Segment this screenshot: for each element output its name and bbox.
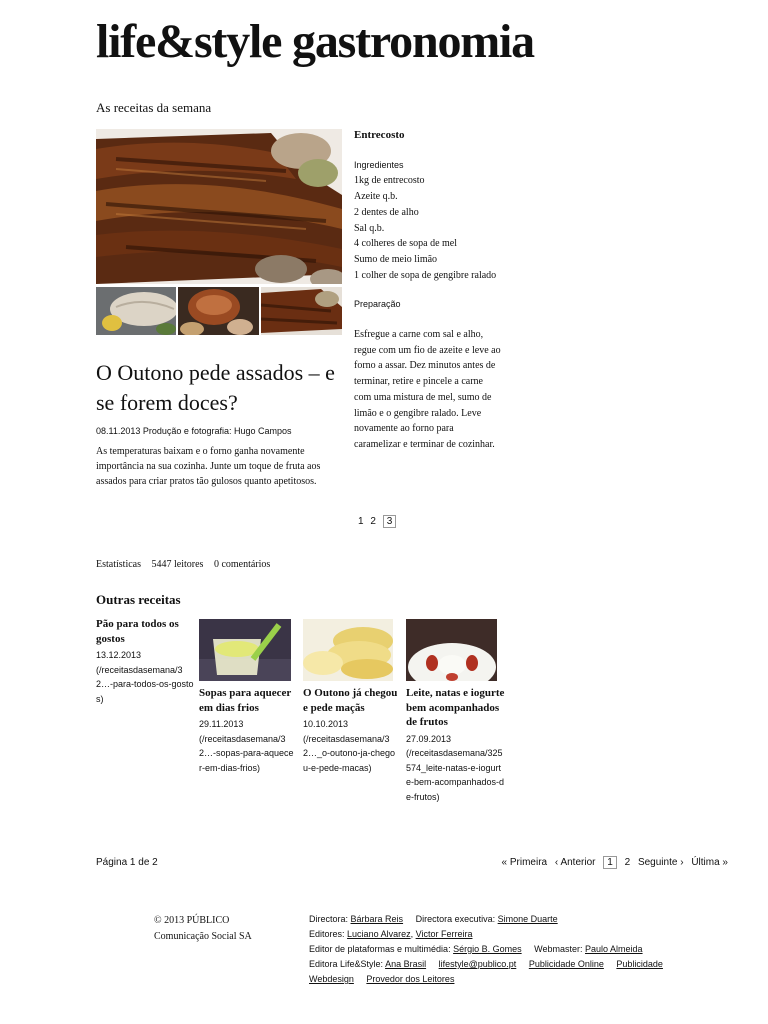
preparation-text: Esfregue a carne com sal e alho, regue com um fio de azeite e leve ao forno a assar. Dez minutos antes de terminar, retire e pincele a carne com uma mistura de mel, sumo de limão e o gengibre ralado. Leve novamente ao forno para caramelizar e terminar de cozinhar. — [354, 329, 501, 450]
editors-label: Editores: — [309, 929, 345, 939]
stats-bar — [96, 559, 278, 570]
stats-label[interactable]: Estatísticas — [96, 559, 141, 570]
card-title[interactable]: Pão para todos os gostos — [96, 618, 179, 645]
ingredient-item: 4 colheres de sopa de mel — [354, 238, 458, 250]
recipe-pager — [358, 516, 400, 527]
site-title[interactable]: life&style gastronomia — [96, 15, 534, 68]
platforms-label: Editor de plataformas e multimédia: — [309, 944, 451, 954]
ingredient-item: Sumo de meio limão — [354, 253, 438, 265]
main-recipe-photo — [96, 129, 342, 284]
ingredients-label: Ingredientes — [354, 159, 404, 170]
exec-director-label: Directora executiva: — [415, 914, 496, 924]
readers-count: 5447 leitores — [151, 559, 204, 570]
other-recipe-card[interactable] — [199, 686, 295, 775]
preparation-label: Preparação — [354, 299, 401, 310]
card-date: 13.12.2013 — [96, 650, 142, 660]
page-2-link[interactable]: 2 — [624, 857, 631, 868]
other-recipe-card[interactable] — [406, 686, 506, 804]
thumbnail-photo-3[interactable] — [261, 287, 342, 335]
editor-link-1[interactable]: Luciano Alvarez — [347, 929, 411, 939]
card-title[interactable]: Leite, natas e iogurte bem acompanhados de frutos — [406, 687, 505, 728]
next-page-link[interactable]: Seguinte › — [637, 857, 684, 868]
card-link[interactable]: (/receitasdasemana/32…_o-outono-ja-chegou-e-pede-macas) — [303, 733, 396, 773]
other-recipe-card[interactable] — [303, 686, 399, 775]
current-page: 1 — [603, 856, 617, 869]
ingredient-item: 1 colher de sopa de gengibre ralado — [354, 269, 497, 281]
article-lead: As temperaturas baixam e o forno ganha novamente importância na sua cozinha. Junte um toque de fruta aos assados para criar pratos tão gulosos quanto apetitosos. — [96, 446, 321, 487]
card-title[interactable]: Sopas para aquecer em dias frios — [199, 687, 292, 714]
card-date: 29.11.2013 — [199, 719, 244, 729]
footer-credits: Directora: Bárbara Reis Directora executiva: Simone Duarte Editores: Luciano Alvarez, Victor Ferreira Editor de plataformas e multimédia: Sérgio B. Gomes Webmaster: Paulo Almeida Editora Life&Style: Ana Brasil lifestyle@publico.pt Publicidade Online Publicidade Webdesign Provedor dos Leitores — [309, 914, 663, 984]
platforms-editor-link[interactable]: Sérgio B. Gomes — [453, 944, 522, 954]
card-link[interactable]: (/receitasdasemana/325574_leite-natas-e-iogurte-bem-acompanhados-de-frutos) — [406, 748, 505, 802]
lifestyle-editor-label: Editora Life&Style: — [309, 959, 384, 969]
last-page-link[interactable]: Última » — [691, 857, 728, 868]
director-label: Directora: — [309, 914, 349, 924]
ingredient-item: 2 dentes de alho — [354, 206, 419, 218]
email-link[interactable]: lifestyle@publico.pt — [438, 959, 517, 969]
webmaster-link[interactable]: Paulo Almeida — [585, 944, 643, 954]
webmaster-label: Webmaster: — [534, 944, 583, 954]
card-link[interactable]: (/receitasdasemana/32…-sopas-para-aquecer-em-dias-frios) — [199, 733, 294, 773]
ingredient-list — [354, 173, 502, 283]
footer-copyright — [154, 913, 252, 945]
card-link[interactable]: (/receitasdasemana/32…-para-todos-os-gostos) — [96, 664, 194, 704]
ingredient-item: Sal q.b. — [354, 222, 385, 234]
recipe-panel — [354, 128, 502, 453]
recipe-page-2[interactable]: 2 — [370, 516, 376, 527]
page-count: Página 1 de 2 — [96, 857, 158, 868]
recipe-page-3[interactable]: 3 — [383, 515, 397, 528]
section-label: As receitas da semana — [96, 100, 212, 115]
other-recipes-title: Outras receitas — [96, 592, 181, 607]
article-headline[interactable]: O Outono pede assados – e se forem doces? — [96, 360, 335, 415]
other-recipe-card[interactable] — [96, 617, 198, 706]
ads-online-link[interactable]: Publicidade Online — [528, 959, 604, 969]
article-credit: Produção e fotografia: Hugo Campos — [142, 426, 292, 436]
thumbnail-photo-2[interactable] — [178, 287, 259, 335]
card-date: 27.09.2013 — [406, 733, 452, 744]
copyright-text: © 2013 PÚBLICO — [154, 915, 230, 926]
article-date: 08.11.2013 — [96, 426, 141, 436]
card-title[interactable]: O Outono já chegou e pede maçãs — [303, 687, 398, 714]
ombudsman-link[interactable]: Provedor dos Leitores — [366, 974, 455, 984]
article-byline — [96, 426, 292, 436]
recipe-title: Entrecosto — [354, 129, 405, 141]
director-link[interactable]: Bárbara Reis — [350, 914, 404, 924]
card-photo-yogurt[interactable] — [406, 619, 497, 681]
prev-page-link[interactable]: ‹ Anterior — [554, 857, 596, 868]
editor-link-2[interactable]: Victor Ferreira — [415, 929, 473, 939]
ads-link[interactable]: Publicidade — [616, 959, 663, 969]
company-name: Comunicação Social SA — [154, 931, 252, 942]
lifestyle-editor-link[interactable]: Ana Brasil — [385, 959, 427, 969]
card-photo-apple-chips[interactable] — [303, 619, 393, 681]
recipe-page-1[interactable]: 1 — [358, 516, 364, 527]
thumbnail-photo-1[interactable] — [96, 287, 176, 335]
ingredient-item: 1kg de entrecosto — [354, 175, 425, 187]
card-date: 10.10.2013 — [303, 719, 349, 729]
exec-director-link[interactable]: Simone Duarte — [497, 914, 558, 924]
comments-count[interactable]: 0 comentários — [213, 559, 271, 570]
webdesign-link[interactable]: Webdesign — [309, 974, 354, 984]
ingredient-item: Azeite q.b. — [354, 191, 398, 203]
card-photo-soup[interactable] — [199, 619, 291, 681]
first-page-link[interactable]: « Primeira — [501, 857, 548, 868]
page-nav — [497, 857, 728, 868]
